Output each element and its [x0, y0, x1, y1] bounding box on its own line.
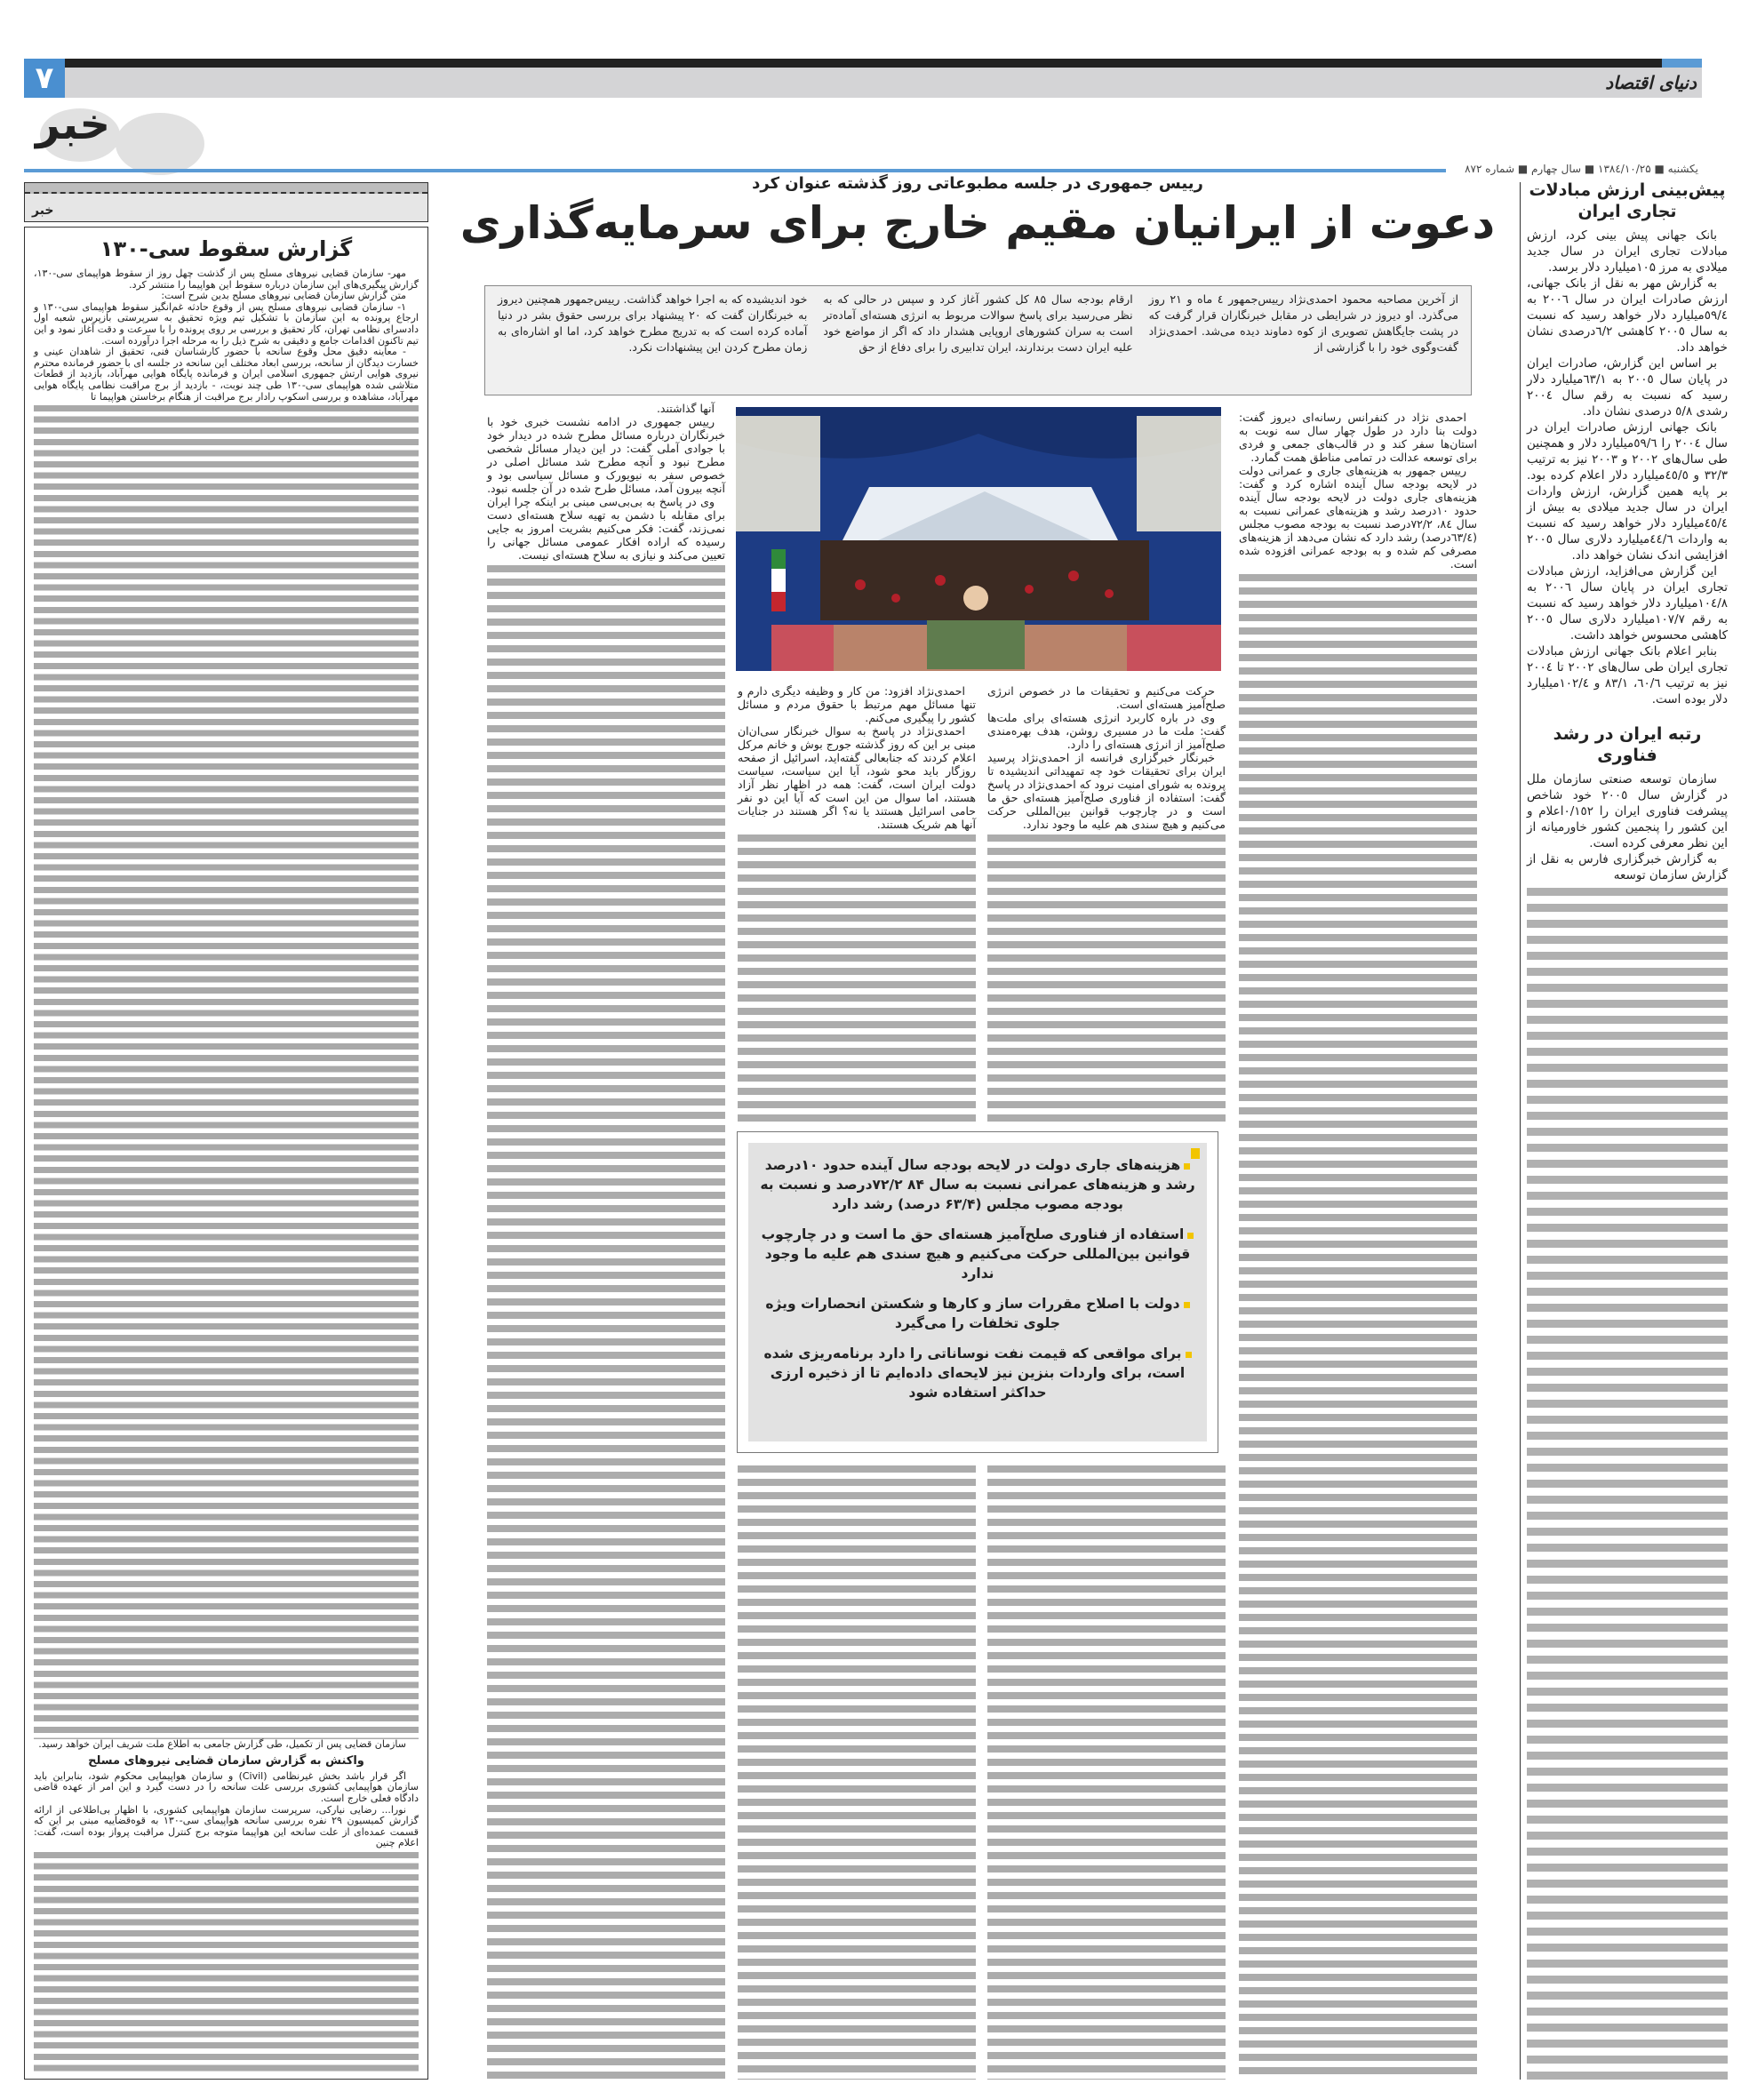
- paragraph: وی در پاسخ به بی‌بی‌سی مبنی بر اینکه چرا ایران برای مقابله با دشمن به تهیه سلاح هسته‌ای دست نمی‌زند، گفت: فکر می‌کنیم بشریت امروز به جایی رسیده که اراده افکار عمومی مسائل جهانی را تعیین می‌کند و نیازی به سلاح هسته‌ای نیست.: [487, 495, 725, 562]
- paragraph: رییس جمهوری در ادامه نشست خبری خود با خبرنگاران درباره مسائل مطرح شده در دیدار خود با جوادی آملی گفت: در این دیدار مسائل شخصی مطرح نبود و آنچه مطرح شد مسائل اصلی در خصوص سفر به نیویورک و مسائل سیاسی بود و آنچه بیرون آمد، مسائل طرح شده در آن جلسه نبود.: [487, 415, 725, 495]
- dateline: یکشنبه ■ ۱۳۸٤/۱۰/۲۵ ■ سال چهارم ■ شماره ۸۷۲: [1459, 163, 1698, 175]
- article-column-3: [738, 684, 976, 1124]
- article-column-4: [487, 402, 725, 2080]
- paragraph: بنابر اعلام بانک جهانی ارزش مبادلات تجاری ایران طی سال‌های ۲۰۰۲ تا ۲۰۰٤ نیز به ترتیب ٦۰/٦، ۸۳/۱ و ۱۰۲/٤میلیارد دلار بوده است.: [1527, 644, 1728, 707]
- pull-quote: برای مواقعی که قیمت نفت نوساناتی را دارد برنامه‌ریزی شده است، برای واردات بنزین نیز لایحه‌ای داده‌ایم تا از ذخیره ارزی حداکثر استفاده شود: [759, 1344, 1196, 1402]
- left-box-header: [24, 182, 428, 222]
- article-column-3-cont: [738, 1462, 976, 2080]
- paragraph: به گزارش خبرگزاری فارس به نقل از گزارش سازمان توسعه: [1527, 852, 1728, 882]
- paragraph: بانک جهانی ارزش صادرات ایران در سال ۲۰۰٤ را ٥۹/٦میلیارد دلار و همچنین طی سال‌های ۲۰۰۲ و ۲۰۰۳ نیز به ترتیب ۳۲/۳ و ٤٥/٥میلیارد دلار اعلام کرده بود. بر پایه همین گزارش، ارزش واردات ایران در سال جدید میلادی به بیش از ٤٥/٤میلیارد دلار خواهد رسید که نسبت به واردات ٤٤/٦میلیارد دلاری سال ۲۰۰٥ افزایشی اندک نشان خواهد داد.: [1527, 420, 1728, 563]
- paragraph: وی در باره کاربرد انرژی هسته‌ای برای ملت‌ها گفت: ملت ما در مسیری روشن، هدف بهره‌مندی صلح‌آمیز از انرژی هسته‌ای را دارد.: [987, 711, 1226, 751]
- article-column-1: [1239, 411, 1477, 2080]
- paragraph: احمدی‌نژاد افزود: من کار و وظیفه دیگری دارم و تنها مسائل مهم مرتبط با حقوق مردم و مسائل کشور را پیگیری می‌کنم.: [738, 684, 976, 724]
- masthead-bar: [24, 59, 1702, 68]
- intro-paragraph: ارقام بودجه سال ۸۵ کل کشور آغاز کرد و سپس در حالی که به نظر می‌رسید برای پاسخ سوالات مربوط به انرژی هسته‌ای آماده‌تر است به سران کشورهای اروپایی هشدار داد که اگر از مواضع خود علیه ایران دست برندارند، ایران تدابیری را برای دفاع از حق: [823, 292, 1133, 354]
- article-headline: دعوت از ایرانیان مقیم خارج برای سرمایه‌گذاری: [459, 197, 1496, 249]
- column-divider: [1520, 182, 1521, 2080]
- body-text-block: [987, 831, 1226, 1124]
- pull-quote: استفاده از فناوری صلح‌آمیز هسته‌ای حق ما است و در چارچوب قوانین بین‌المللی حرکت می‌کنیم و هیچ سندی هم علیه ما وجود ندارد: [759, 1225, 1196, 1283]
- bullet-icon: [1187, 1233, 1194, 1239]
- body-text-block: [1527, 883, 1728, 2080]
- bullet-icon: [1186, 1352, 1192, 1358]
- left-article-title: گزارش سقوط سی-۱۳۰: [100, 236, 353, 261]
- paragraph: بانک جهانی پیش بینی کرد، ارزش مبادلات تجاری ایران در سال جدید میلادی به مرز ۱۰۵میلیارد دلار برسد.: [1527, 228, 1728, 275]
- paragraph: به گزارش مهر به نقل از بانک جهانی، ارزش صادرات ایران در سال ۲۰۰٦ به ٥۹/٤میلیارد دلار خواهد رسید که نسبت به سال ۲۰۰٥ کاهشی ٦/۲درصدی نشان خواهد داد.: [1527, 276, 1728, 355]
- paragraph: اگر قرار باشد بخش غیرنظامی (Civil) و سازمان هواپیمایی محکوم شود، بنابراین باید سازمان هواپیمایی کشوری بررسی علت سانحه را در دست گیرد و این امر از عهده قاضی دادگاه فعلی خارج است.: [34, 1769, 419, 1805]
- paragraph: احمدی نژاد در کنفرانس رسانه‌ای دیروز گفت: دولت بنا دارد در طول چهار سال سه نوبت به استان‌ها سفر کند و در قالب‌های جمعی و فردی برای توسعه عدالت در تمامی مناطق همت گمارد.: [1239, 411, 1477, 464]
- body-text-block: [34, 403, 419, 1739]
- section-title: خبر: [36, 100, 111, 149]
- paragraph: آنها گذاشتند.: [656, 402, 715, 415]
- paragraph: ۱- سازمان قضایی نیروهای مسلح پس از وقوع حادثه غم‌انگیز سقوط هواپیمای سی-۱۳۰ و ارجاع پرونده به این سازمان با تشکیل تیم ویژه تحقیق به سرپرستی بازپرس شعبه اول دادسرای نظامی تهران، کار تحقیق و بررسی بر روی پرونده را با سرعت و دقت آغاز نمود و این تیم تاکنون اقدامات جامع و دقیقی به شرح ذیل را به مرحله اجرا درآورده است.: [34, 300, 419, 347]
- paragraph: سازمان قضایی پس از تکمیل، طی گزارش جامعی به اطلاع ملت شریف ایران خواهد رسید.: [38, 1738, 406, 1751]
- paragraph: احمدی‌نژاد در پاسخ به سوال خبرنگار سی‌ان‌ان مبنی بر این که روز گذشته جورج بوش و خانم مرکل اعلام کردند که جنابعالی گفته‌اید، اسرائیل از صفحه روزگار باید محو شود، آیا این سیاست، سیاست دولت ایران است، گفت: همه در اظهار نظر آزاد هستند، اما سوال من این است که آیا این دو نفر حامی اسرائیل هستند یا نه؟ اگر هستند در جنایات آنها هم شریک هستند.: [738, 724, 976, 831]
- paragraph: خبرنگار خبرگزاری فرانسه از احمدی‌نژاد پرسید ایران برای تحقیقات خود چه تمهیداتی اندیشیده تا پرونده به شورای امنیت نرود که احمدی‌نژاد در پاسخ گفت: استفاده از فناوری صلح‌آمیز هسته‌ای حق ما است و در چارچوب قوانین بین‌المللی حرکت می‌کنیم و هیچ سندی هم علیه ما وجود ندارد.: [987, 751, 1226, 831]
- article-intro-box: [484, 285, 1472, 395]
- paragraph: حرکت می‌کنیم و تحقیقات ما در خصوص انرژی صلح‌آمیز هسته‌ای است.: [987, 684, 1226, 711]
- article-kicker: رییس جمهوری در جلسه مطبوعاتی روز گذشته عنوان کرد: [752, 174, 1203, 193]
- body-text-block: [738, 1462, 976, 2080]
- bullet-icon: [1184, 1302, 1190, 1308]
- press-conference-photo: [736, 407, 1221, 671]
- left-article-subheading: واکنش به گزارش سازمان قضایی نیروهای مسلح: [88, 1753, 364, 1768]
- paragraph: متن گزارش سازمان قضایی نیروهای مسلح بدین شرح است:: [161, 290, 406, 302]
- intro-paragraph: خود اندیشیده که به اجرا خواهد گذاشت. رییس‌جمهور همچنین دیروز به خبرنگاران گفت که ۲۰ پیشنهاد برای بررسی حقوق بشر در دنیا آماده کرده است که به تدریج مطرح خواهد کرد، اما او اشاره‌ای به زمان مطرح کردن این پیشنهادات نکرد.: [498, 292, 808, 354]
- article-column-2-cont: [987, 1462, 1226, 2080]
- paragraph: نورا... رضایی نیارکی، سرپرست سازمان هواپیمایی کشوری، با اظهار بی‌اطلاعی از ارائه گزارش کمیسیون ۲۹ نفره بررسی سانحه هواپیمای سی-۱۳۰ به قوه‌قضاییه مبنی بر این که قسمت عمده‌ای از علت سانحه این هواپیما متوجه برج کنترل مراقبت پرواز بوده است، گفت: اعلام چنین: [34, 1803, 419, 1849]
- divider-line: [24, 169, 1446, 172]
- article-column-2: [987, 684, 1226, 1124]
- paragraph: بر اساس این گزارش، صادرات ایران در پایان سال ۲۰۰٥ به ٦۳/۱میلیارد دلار رسید که نسبت به رقم سال ۲۰۰٤ رشدی ٥/۸ درصدی نشان داد.: [1527, 356, 1728, 419]
- highlight-marker-icon: [1191, 1148, 1200, 1159]
- paragraph: سازمان توسعه صنعتی سازمان ملل در گزارش سال ۲۰۰٥ خود شاخص پیشرفت فناوری ایران را ۰/۱٥۲اعلام و این کشور را پنجمین کشور خاورمیانه از این نظر معرفی کرده است.: [1527, 772, 1729, 850]
- bullet-icon: [1184, 1163, 1190, 1170]
- body-text-block: [1239, 571, 1477, 2080]
- right-article-title: پیش‌بینی ارزش مبادلات تجاری ایران: [1529, 180, 1726, 221]
- body-text-block: [987, 1462, 1226, 2080]
- left-box-label: خبر: [32, 204, 54, 218]
- masthead-accent: [1662, 59, 1702, 68]
- pull-quote: هزینه‌های جاری دولت در لایحه بودجه سال آینده حدود ۱۰درصد رشد و هزینه‌های عمرانی نسبت به سال ۸۴ ۷۲/۲درصد و نسبت به بودجه مصوب مجلس (۶۳/۴ درصد) رشد دارد: [760, 1157, 1195, 1212]
- body-text-block: [738, 831, 976, 1124]
- newspaper-logo: دنیای اقتصاد: [1605, 72, 1697, 93]
- pull-quote: دولت با اصلاح مقررات ساز و کارها و شکستن انحصارات ویژه جلوی تخلفات را می‌گیرد: [759, 1294, 1196, 1333]
- paragraph: - معاینه دقیق محل وقوع سانحه با حضور کارشناسان فنی، تحقیق از شاهدان عینی و خسارت دیدگان از سانحه، بررسی ابعاد مختلف این سانحه در جلسه ای با حضور فرمانده محترم نیروی هوایی ارتش جمهوری اسلامی ایران و فرمانده پایگاه هوایی مهرآباد، بازدید از قطعات متلاشی شده هواپیمای سی-۱۳۰ طی چند نوبت، - بازدید از برج مراقبت نظامی پایگاه هوایی مهرآباد، مشاهده و بررسی اسکوپ رادار برج مراقبت از هنگام برخاستن هواپیما تا: [34, 346, 419, 403]
- body-text-block: [34, 1849, 419, 2072]
- page-number: ۷: [24, 59, 65, 98]
- paragraph: رییس جمهور به هزینه‌های جاری و عمرانی دولت در لایحه بودجه سال آینده اشاره کرد و گفت: هزینه‌های جاری دولت در لایحه بودجه سال آینده حدود ۱۰درصد رشد و هزینه‌های عمرانی نسبت به سال ۸٤، ۷۲/۲درصد نسبت به بودجه مصوب مجلس (٦۳/٤درصد) رشد دارد که نشان می‌دهد از هزینه‌های مصرفی کم شده و به بودجه عمرانی افزوده شده است.: [1239, 464, 1477, 571]
- left-article: [24, 227, 428, 2080]
- masthead-band: [64, 68, 1702, 98]
- intro-paragraph: از آخرین مصاحبه محمود احمدی‌نژاد رییس‌جمهور ٤ ماه و ۲۱ روز می‌گذرد. او دیروز در شرایطی در مقابل خبرنگاران قرار گرفت که در پشت جایگاهش تصویری از کوه دماوند دیده می‌شد. احمدی‌نژاد گفت‌وگوی خود را با گزارشی از: [1148, 292, 1458, 354]
- right-article-title: رتبه ایران در رشد فناوری: [1553, 724, 1702, 765]
- paragraph: مهر- سازمان قضایی نیروهای مسلح پس از گذشت چهل روز از سقوط هواپیمای سی-۱۳۰، گزارش پیگیری‌های این سازمان درباره سقوط این هواپیما را منتشر کرد.: [34, 267, 419, 291]
- paragraph: این گزارش می‌افزاید، ارزش مبادلات تجاری ایران در پایان سال ۲۰۰٦ به ۱۰٤/۸میلیارد دلار خواهد رسید که نسبت به رقم ۱۰۷/۷میلیارد دلاری سال ۲۰۰٥ کاهشی محسوس خواهد داشت.: [1527, 564, 1728, 643]
- body-text-block: [487, 562, 725, 2080]
- right-column: [1527, 178, 1728, 2080]
- pull-quote-box: [737, 1131, 1218, 1453]
